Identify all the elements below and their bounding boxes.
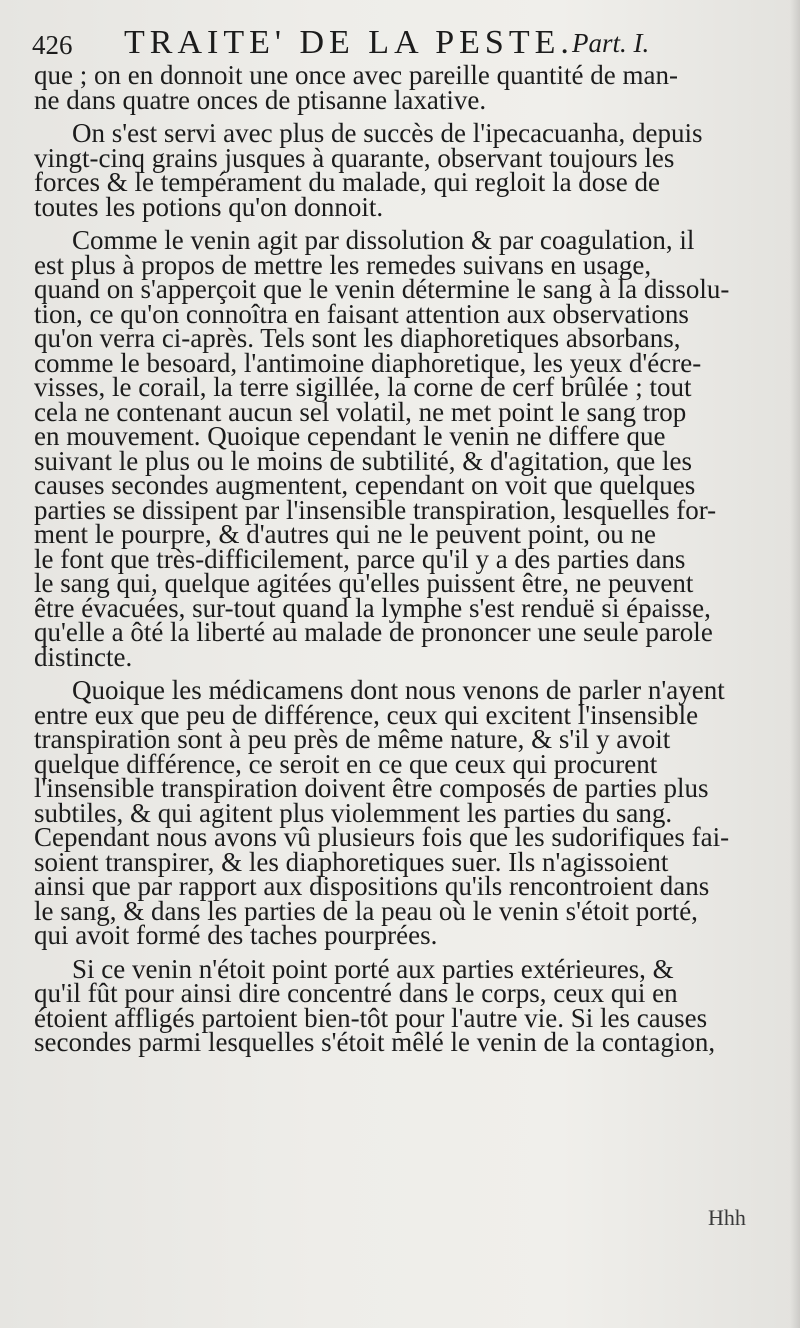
text-line: entre eux que peu de différence, ceux qui excitent l'insensible xyxy=(34,699,699,730)
text-line: quelque différence, ce seroit en ce que ceux qui procurent xyxy=(34,748,658,779)
text-line: tion, ce qu'on connoîtra en faisant attention aux observations xyxy=(34,298,689,329)
text-line: qu'on verra ci-après. Tels sont les diaphoretiques absorbans, xyxy=(34,323,681,353)
text-line: suivant le plus ou le moins de subtilité, & d'agitation, que les xyxy=(34,445,693,476)
text-line: On s'est servi avec plus de succès de l'ipecacuanha, depuis xyxy=(72,118,703,148)
text-line: le font que très-difficilement, parce qu'il y a des parties dans xyxy=(34,543,686,574)
running-title: TRAITE' DE LA PESTE. xyxy=(124,24,574,61)
text-line: ment le pourpre, & d'autres qui ne le peuvent point, ou ne xyxy=(34,519,656,549)
text-line: Quoique les médicamens dont nous venons de parler n'ayent xyxy=(72,675,725,705)
text-line: comme le besoard, l'antimoine diaphoretique, les yeux d'écre- xyxy=(34,347,702,378)
text-line: cela ne contenant aucun sel volatil, ne met point le sang trop xyxy=(34,396,687,427)
paragraph xyxy=(34,225,766,672)
text-line: le sang, & dans les parties de la peau où le venin s'étoit porté, xyxy=(34,895,698,926)
paragraph xyxy=(34,675,766,950)
text-line: Comme le venin agit par dissolution & par coagulation, il xyxy=(72,225,695,255)
text-line: qu'il fût pour ainsi dire concentré dans le corps, ceux qui en xyxy=(34,978,678,1008)
text-line: Cependant nous avons vû plusieurs fois que les sudorifiques fai- xyxy=(34,822,730,852)
text-line: qu'elle a ôté la liberté au malade de prononcer une seule parole xyxy=(34,617,713,647)
text-line: subtiles, & qui agitent plus violemment les parties du sang. xyxy=(34,797,673,828)
text-line: le sang qui, quelque agitées qu'elles puissent être, ne peuvent xyxy=(34,568,694,598)
text-line: vingt-cinq grains jusques à quarante, observant toujours les xyxy=(34,142,675,173)
text-line: est plus à propos de mettre les remedes suivans en usage, xyxy=(34,249,652,280)
text-line: causes secondes augmentent, cependant on voit que quelques xyxy=(34,470,696,500)
body-text xyxy=(34,60,766,1064)
text-line: transpiration sont à peu près de même nature, & s'il y avoit xyxy=(34,724,671,754)
page-edge-shadow xyxy=(790,0,800,1328)
text-line: Si ce venin n'étoit point porté aux parties extérieures, & xyxy=(72,953,674,984)
text-line: parties se dissipent par l'insensible transpiration, lesquelles for- xyxy=(34,494,717,525)
text-line: être évacuées, sur-tout quand la lymphe s'est renduë si épaisse, xyxy=(34,592,711,623)
page-number: 426 xyxy=(32,30,73,60)
text-line: soient transpirer, & les diaphoretiques suer. Ils n'agissoient xyxy=(34,846,669,877)
part-label: Part. I. xyxy=(572,28,650,58)
text-line: ainsi que par rapport aux dispositions qu'ils rencontroient dans xyxy=(34,871,710,901)
text-line: quand on s'apperçoit que le venin détermine le sang à la dissolu- xyxy=(34,274,730,304)
text-line: l'insensible transpiration doivent être composés de parties plus xyxy=(34,773,709,803)
paragraph xyxy=(34,60,766,115)
paragraph xyxy=(34,953,766,1057)
text-line: qui avoit formé des taches pourprées. xyxy=(34,920,438,950)
text-line: distincte. xyxy=(34,641,133,672)
text-line: visses, le corail, la terre sigillée, la corne de cerf brûlée ; tout xyxy=(34,372,692,402)
signature-mark: Hhh xyxy=(708,1205,746,1230)
text-line: forces & le tempérament du malade, qui regloit la dose de xyxy=(34,167,661,197)
text-line: ne dans quatre onces de ptisanne laxative. xyxy=(34,84,487,115)
text-line: étoient affligés partoient bien-tôt pour l'autre vie. Si les causes xyxy=(34,1002,708,1033)
text-line: en mouvement. Quoique cependant le venin ne differe que xyxy=(34,421,666,451)
text-line: secondes parmi lesquelles s'étoit mêlé le venin de la contagion, xyxy=(34,1027,716,1057)
paragraph xyxy=(34,118,766,222)
text-line: que ; on en donnoit une once avec pareille quantité de man- xyxy=(34,60,679,90)
text-line: toutes les potions qu'on donnoit. xyxy=(34,191,384,222)
